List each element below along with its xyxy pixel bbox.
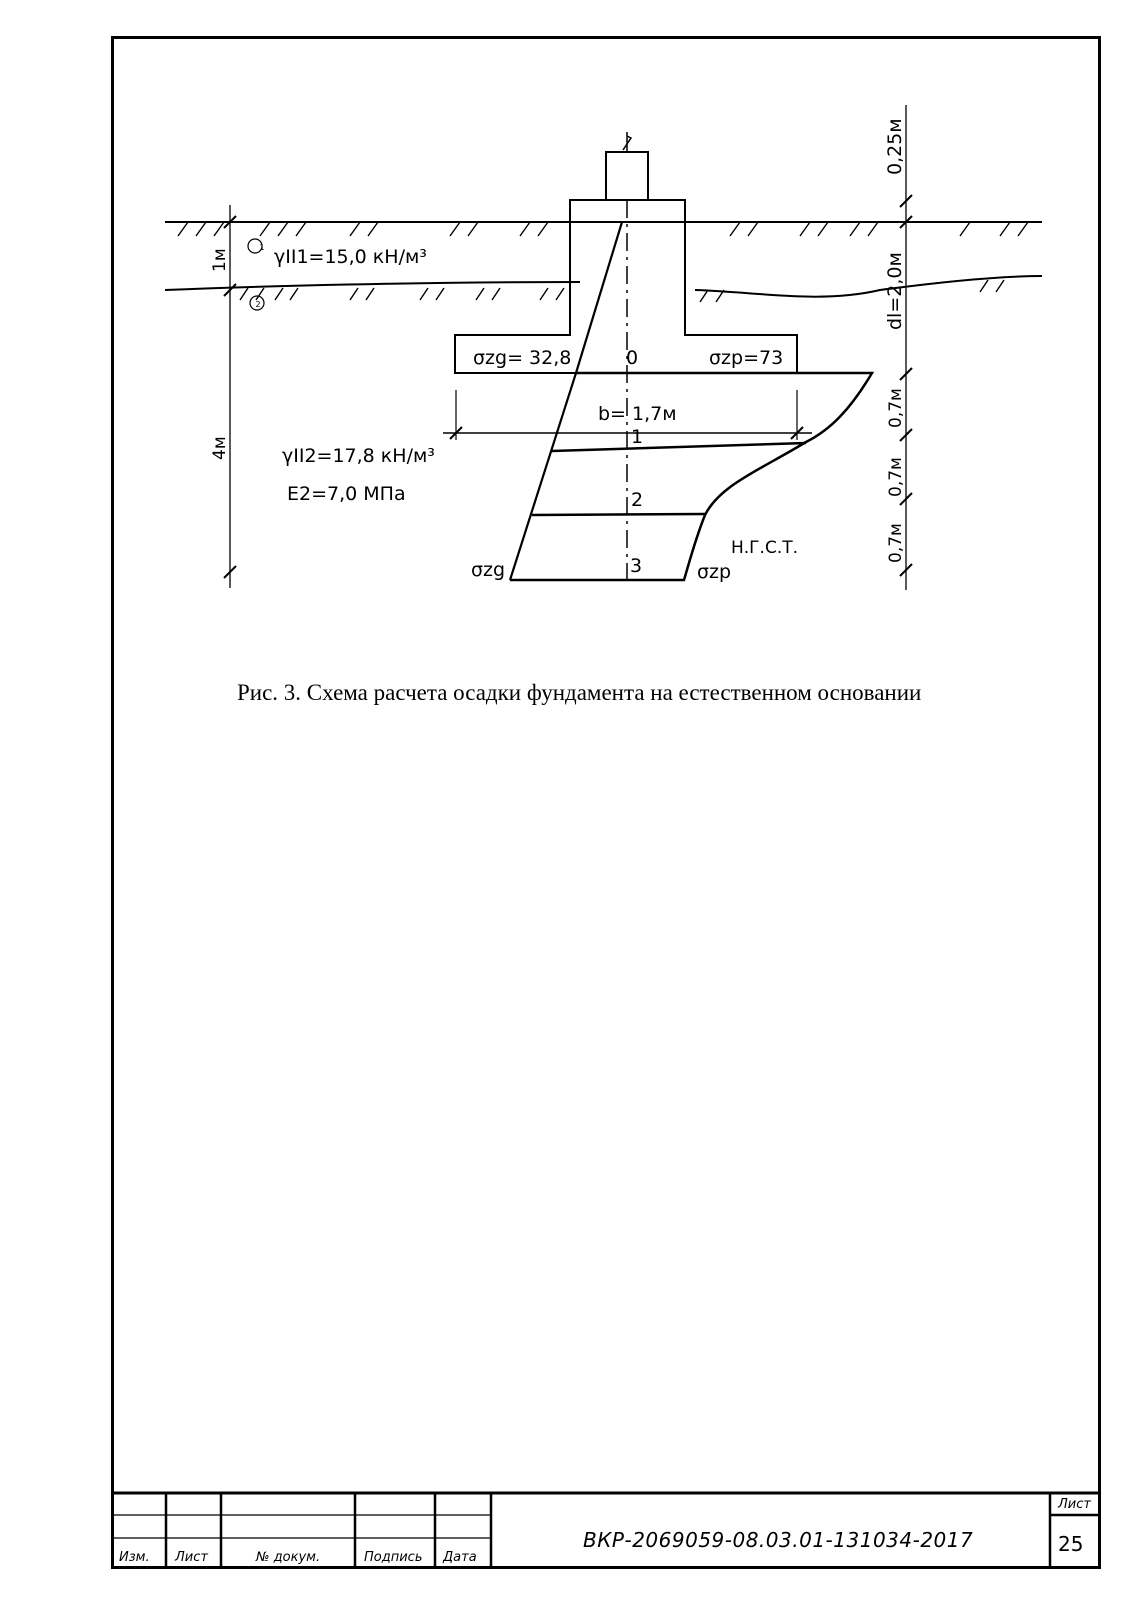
col-list: Лист <box>175 1550 208 1565</box>
ngst-label: Н.Г.С.Т. <box>731 538 799 558</box>
step-1: 0,7м <box>886 388 906 428</box>
sigma-zg-label: σzg <box>471 559 506 581</box>
height-025: 0,25м <box>884 118 906 175</box>
sheet-label: Лист <box>1058 1497 1091 1512</box>
col-sign: Подпись <box>364 1550 423 1565</box>
point-1: 1 <box>631 426 644 448</box>
layer-line-1 <box>552 443 806 451</box>
layer1-gamma: γII1=15,0 кН/м³ <box>274 246 427 268</box>
sigma-zg-line <box>510 222 622 580</box>
layer2-number: 2 <box>255 300 261 309</box>
document-number: ВКР-2069059-08.03.01-131034-2017 <box>583 1528 974 1552</box>
column <box>606 152 648 200</box>
width-b: b= 1,7м <box>598 403 677 425</box>
sigma-zp-label: σzp <box>697 561 732 583</box>
layer2-thickness: 4м <box>210 436 230 460</box>
depth-dl: dl=2,0м <box>884 252 906 330</box>
step-2: 0,7м <box>886 457 906 497</box>
sheet-number: 25 <box>1058 1532 1084 1556</box>
sigma-zg-0: σzg= 32,8 <box>473 347 572 369</box>
point-0: 0 <box>626 347 639 369</box>
layer2-gamma: γII2=17,8 кН/м³ <box>282 445 435 467</box>
sigma-zp-epure <box>510 373 872 580</box>
point-2: 2 <box>631 489 644 511</box>
sigma-zp-0: σzp=73 <box>709 347 784 369</box>
layer-line-2 <box>532 514 705 515</box>
col-izm: Изм. <box>119 1550 150 1565</box>
col-date: Дата <box>443 1550 477 1565</box>
col-doc: № докум. <box>256 1550 321 1565</box>
layer1-number: 1 <box>259 243 265 252</box>
layer1-thickness: 1м <box>210 248 230 272</box>
figure-caption: Рис. 3. Схема расчета осадки фундамента на естественном основании <box>237 680 922 705</box>
layer2-modulus: E2=7,0 МПа <box>287 483 406 505</box>
step-3: 0,7м <box>886 523 906 563</box>
point-3: 3 <box>630 555 643 577</box>
